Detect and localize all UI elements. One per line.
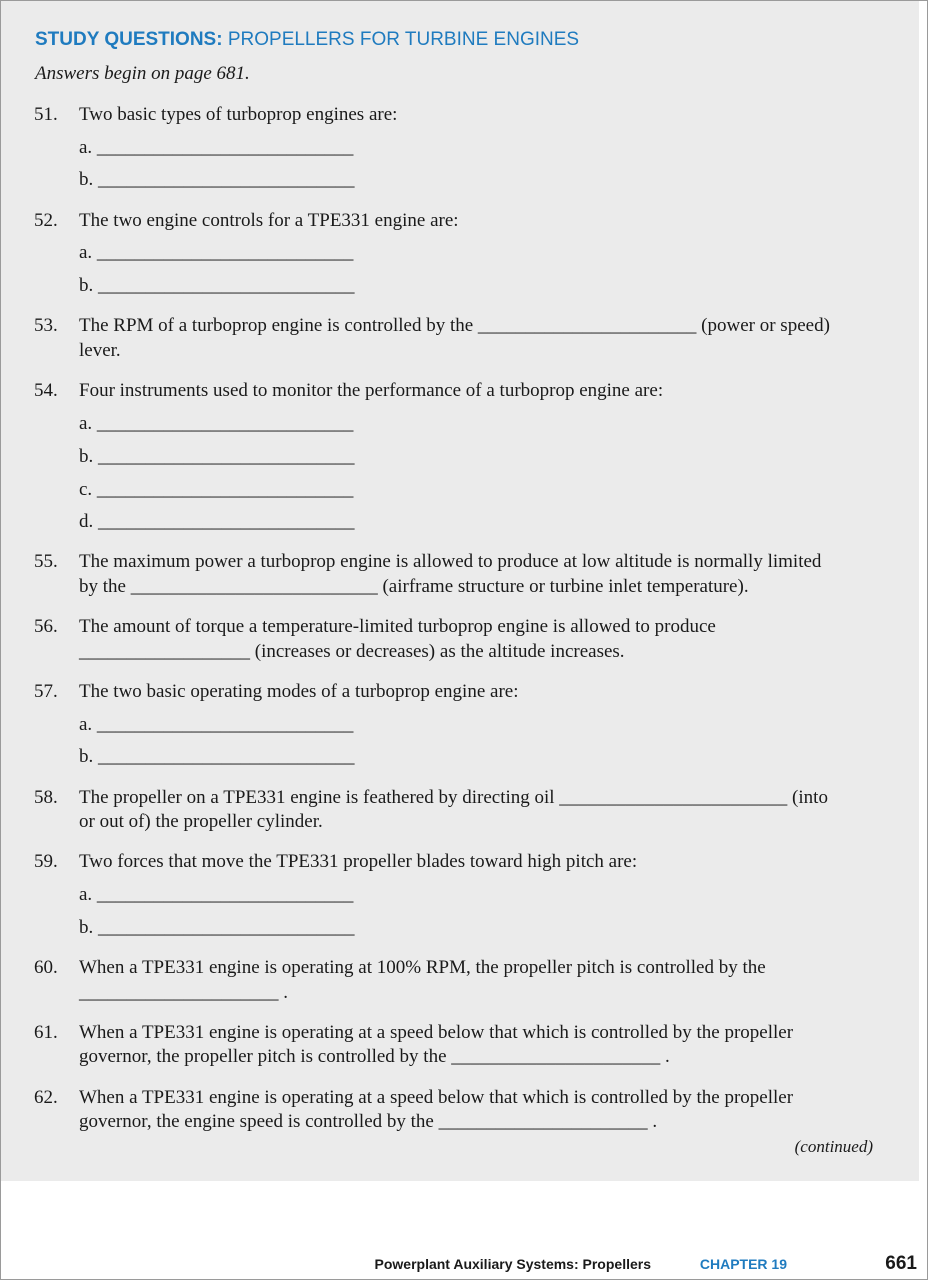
continued-note: (continued)	[794, 1137, 873, 1156]
question-text: The two basic operating modes of a turboprop engine are:	[79, 681, 519, 702]
answer-line: b. ___________________________	[79, 275, 355, 296]
page-number: 661	[885, 1253, 917, 1274]
question-text: Four instruments used to monitor the performance of a turboprop engine are:	[79, 380, 664, 401]
answer-line: c. ___________________________	[79, 479, 354, 500]
question-text-continued: governor, the propeller pitch is controlled by the ______________________ .	[79, 1046, 670, 1067]
footer-book-title: Powerplant Auxiliary Systems: Propellers	[374, 1256, 651, 1272]
footer-chapter: CHAPTER 19	[699, 1256, 787, 1272]
page-footer	[1, 1252, 919, 1278]
answer-line: b. ___________________________	[79, 746, 355, 767]
question-text: When a TPE331 engine is operating at a speed below that which is controlled by the propeller	[79, 1022, 794, 1043]
question-text-continued: lever.	[79, 340, 121, 361]
question-text: The RPM of a turboprop engine is controlled by the _______________________ (power or speed)	[79, 315, 830, 336]
answer-line: a. ___________________________	[79, 137, 354, 158]
answer-line: a. ___________________________	[79, 242, 354, 263]
answer-line: d. ___________________________	[79, 511, 355, 532]
question-number: 60.	[34, 957, 58, 978]
answer-line: b. ___________________________	[79, 446, 355, 467]
section-heading	[35, 29, 579, 51]
heading-label: STUDY QUESTIONS:	[35, 29, 223, 50]
question-number: 62.	[34, 1087, 58, 1108]
answer-line: a. ___________________________	[79, 884, 354, 905]
question-text: The amount of torque a temperature-limited turboprop engine is allowed to produce	[79, 616, 716, 637]
answers-note: Answers begin on page 681.	[35, 63, 250, 84]
question-number: 54.	[34, 380, 58, 401]
question-number: 57.	[34, 681, 58, 702]
question-number: 53.	[34, 315, 58, 336]
question-text: Two basic types of turboprop engines are:	[79, 104, 398, 125]
question-number: 58.	[34, 787, 58, 808]
answer-line: a. ___________________________	[79, 413, 354, 434]
question-number: 61.	[34, 1022, 58, 1043]
question-number: 56.	[34, 616, 58, 637]
answer-line: a. ___________________________	[79, 714, 354, 735]
answer-line: b. ___________________________	[79, 917, 355, 938]
question-text-continued: governor, the engine speed is controlled by the ______________________ .	[79, 1111, 658, 1132]
question-number: 55.	[34, 551, 58, 572]
question-text: The two engine controls for a TPE331 engine are:	[79, 210, 459, 231]
question-text-continued: by the __________________________ (airframe structure or turbine inlet temperature).	[79, 576, 749, 597]
question-number: 59.	[34, 851, 58, 872]
question-text: Two forces that move the TPE331 propeller blades toward high pitch are:	[79, 851, 638, 872]
answer-line: b. ___________________________	[79, 169, 355, 190]
question-text: The propeller on a TPE331 engine is feathered by directing oil ________________________ (into	[79, 787, 828, 808]
question-text-continued: or out of) the propeller cylinder.	[79, 811, 323, 832]
question-text: The maximum power a turboprop engine is allowed to produce at low altitude is normally limited	[79, 551, 822, 572]
question-number: 51.	[34, 104, 58, 125]
question-text-continued: __________________ (increases or decreases) as the altitude increases.	[79, 641, 625, 662]
question-number: 52.	[34, 210, 58, 231]
question-text-continued: _____________________ .	[79, 982, 288, 1003]
question-text: When a TPE331 engine is operating at a speed below that which is controlled by the propeller	[79, 1087, 794, 1108]
heading-title: PROPELLERS FOR TURBINE ENGINES	[227, 29, 580, 50]
question-text: When a TPE331 engine is operating at 100% RPM, the propeller pitch is controlled by the	[79, 957, 766, 978]
study-questions-panel	[1, 1, 919, 1181]
